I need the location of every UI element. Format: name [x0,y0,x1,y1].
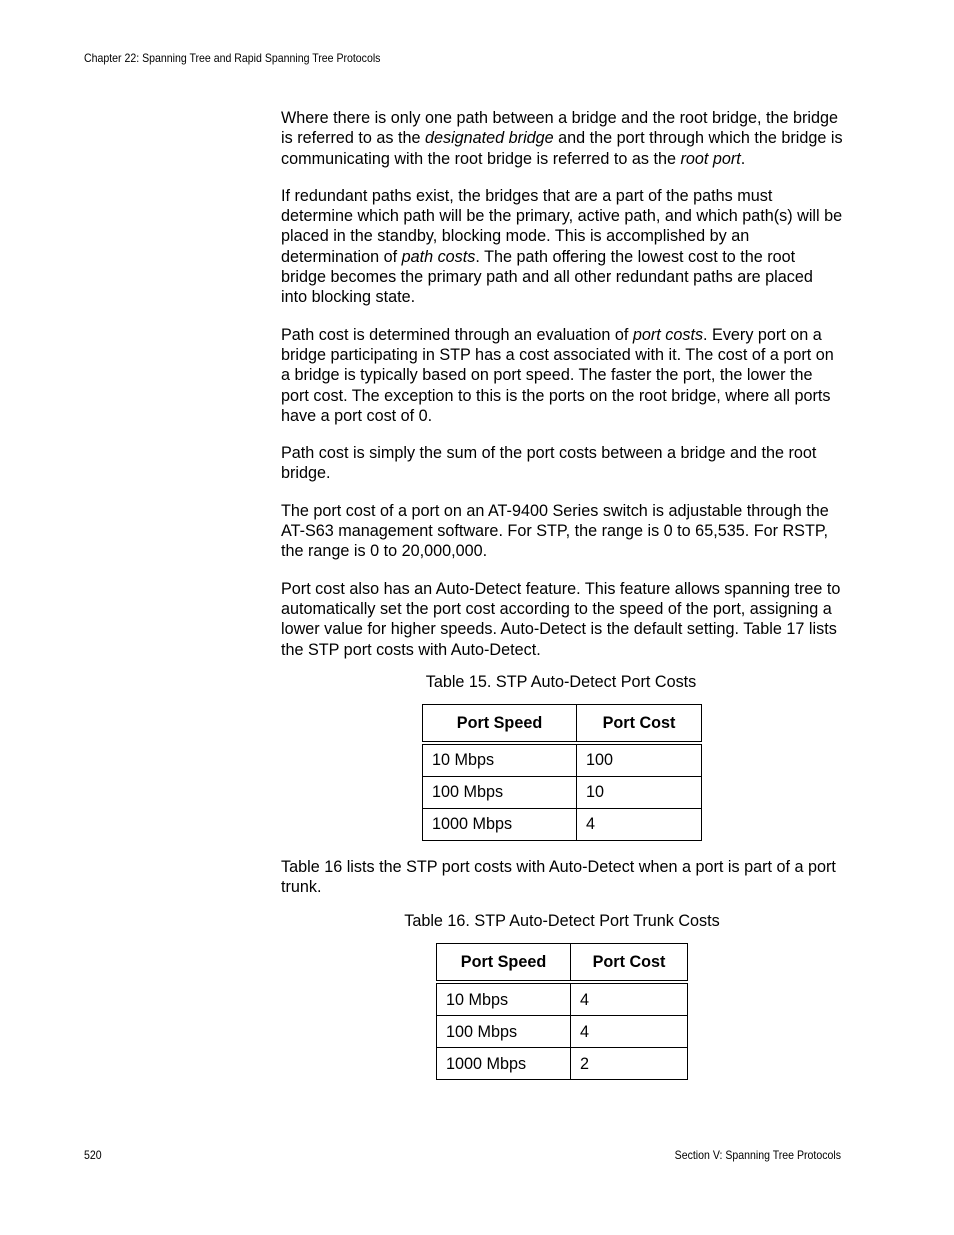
cell-port-cost: 4 [577,808,702,840]
term-path-costs: path costs [401,247,476,266]
table15-caption: Table 15. STP Auto-Detect Port Costs [425,672,697,691]
paragraph-path-cost [281,325,843,426]
term-port-costs: port costs [632,325,704,344]
table-header-row [423,704,702,743]
table-row [423,776,702,808]
text: . Every port on a bridge participating in STP has a cost associated with it. The cost of a port on a bridge is typically based on port speed. The faster the port, the lower the port cost. The exception to this is the ports on the root bridge, where all ports have a port cost of 0. [281,325,834,425]
text: Where there is only one path between a bridge and the root bridge, the bridge is referred to as the [281,109,839,148]
paragraph-path-cost-sum: Path cost is simply the sum of the port costs between a bridge and the root bridge. [281,444,817,483]
table-row [437,1016,688,1048]
text: and the port through which the bridge is communicating with the root bridge is referred to as the [281,129,843,168]
cell-port-cost: 100 [577,743,702,777]
paragraph-redundant-paths [281,186,843,308]
table-row [423,808,702,840]
table-row [423,743,702,777]
cell-port-speed: 10 Mbps [423,743,577,777]
body-column [281,108,843,1080]
column-header-port-cost: Port Cost [577,704,702,743]
table-row [437,1048,688,1080]
column-header-port-cost: Port Cost [571,944,688,983]
cell-port-cost: 4 [571,1016,688,1048]
table16-caption: Table 16. STP Auto-Detect Port Trunk Costs [404,912,720,931]
column-header-port-speed: Port Speed [423,704,577,743]
text: . The path offering the lowest cost to the root bridge becomes the primary path and all other redundant paths are placed into blocking state. [281,247,813,307]
paragraph-port-cost-range: The port cost of a port on an AT-9400 Series switch is adjustable through the AT-S63 management software. For STP, the range is 0 to 65,535. For RSTP, the range is 0 to 20,000,000. [281,501,829,561]
cell-port-cost: 2 [571,1048,688,1080]
running-header: Chapter 22: Spanning Tree and Rapid Spanning Tree Protocols [84,51,381,65]
running-footer-section: Section V: Spanning Tree Protocols [674,1148,841,1162]
column-header-port-speed: Port Speed [437,944,571,983]
cell-port-speed: 100 Mbps [437,1016,571,1048]
table16 [436,943,688,1080]
table-row [437,982,688,1016]
text: Path cost is determined through an evaluation of [281,325,633,344]
cell-port-speed: 10 Mbps [437,982,571,1016]
text: . [740,149,746,168]
paragraph-auto-detect: Port cost also has an Auto-Detect feature. This feature allows spanning tree to automatically set the port cost according to the speed of the port, assigning a lower value for higher speeds. Auto-Detect is the default setting. Table 17 lists the STP port costs with Auto-Detect. [281,579,841,659]
paragraph-designated-bridge [281,108,843,169]
cell-port-cost: 4 [571,982,688,1016]
cell-port-speed: 1000 Mbps [423,808,577,840]
table15 [422,704,702,841]
page-number: 520 [84,1148,102,1162]
paragraph-trunk-costs: Table 16 lists the STP port costs with Auto-Detect when a port is part of a port trunk. [281,857,836,897]
term-designated-bridge: designated bridge [424,129,554,148]
table-header-row [437,944,688,983]
cell-port-speed: 1000 Mbps [437,1048,571,1080]
cell-port-cost: 10 [577,776,702,808]
cell-port-speed: 100 Mbps [423,776,577,808]
text: If redundant paths exist, the bridges that are a part of the paths must determine which path will be the primary, active path, and which path(s) will be placed in the standby, blocking mode. This is accomplished by an determination of [281,186,843,266]
term-root-port: root port [680,149,741,168]
